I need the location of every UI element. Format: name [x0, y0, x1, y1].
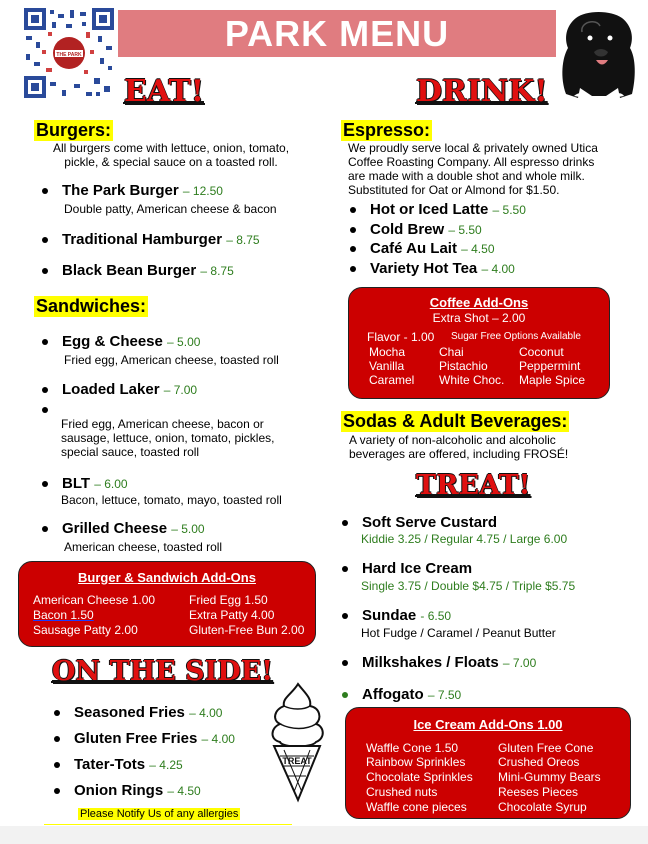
- dog-logo-icon: [556, 8, 640, 104]
- addons-title: Burger & Sandwich Add-Ons: [78, 570, 256, 585]
- sugar-free-note: Sugar Free Options Available: [451, 331, 581, 342]
- flavor-item: Vanilla: [369, 359, 405, 373]
- addon-item: Chocolate Syrup: [498, 800, 587, 814]
- menu-item: Gluten Free Fries – 4.00: [54, 730, 235, 747]
- addon-item: Extra Patty 4.00: [189, 608, 275, 622]
- empty-bullet: [42, 407, 48, 413]
- menu-item: Sundae - 6.50: [342, 607, 451, 624]
- menu-item: Grilled Cheese – 5.00: [42, 520, 205, 537]
- drink-heading: DRINK!: [416, 74, 548, 109]
- menu-item-desc: Bacon, lettuce, tomato, mayo, toasted roll: [61, 493, 282, 507]
- coffee-addons-box: [348, 287, 610, 399]
- addon-item: Waffle cone pieces: [366, 800, 467, 814]
- addon-item: Waffle Cone 1.50: [366, 741, 459, 755]
- menu-item: Egg & Cheese – 5.00: [42, 333, 200, 350]
- side-heading: ON THE SIDE!: [52, 656, 274, 687]
- menu-item: BLT – 6.00: [42, 475, 128, 492]
- menu-item: Variety Hot Tea – 4.00: [350, 260, 515, 277]
- menu-item-desc: Double patty, American cheese & bacon: [64, 202, 277, 216]
- addon-item: Mini-Gummy Bears: [498, 770, 601, 784]
- menu-item-desc: Fried egg, American cheese, toasted roll: [64, 353, 279, 367]
- extra-shot: Extra Shot – 2.00: [432, 311, 526, 325]
- menu-item: Milkshakes / Floats – 7.00: [342, 654, 536, 671]
- menu-item: Tater-Tots – 4.25: [54, 756, 183, 773]
- sodas-heading: Sodas & Adult Beverages:: [343, 411, 568, 431]
- menu-item-desc: Kiddie 3.25 / Regular 4.75 / Large 6.00: [361, 532, 568, 546]
- page-title: PARK MENU: [224, 12, 450, 54]
- flavor-label: Flavor - 1.00: [367, 330, 435, 344]
- allergy-underline: [44, 824, 292, 825]
- addon-item: Crushed nuts: [366, 785, 438, 799]
- menu-item: Hard Ice Cream: [342, 560, 472, 577]
- ice-cream-cone-icon: [262, 680, 332, 804]
- addon-item: Chocolate Sprinkles: [366, 770, 473, 784]
- addon-item: Crushed Oreos: [498, 755, 580, 769]
- menu-item: Traditional Hamburger – 8.75: [42, 231, 260, 248]
- addon-item: Reeses Pieces: [498, 785, 579, 799]
- espresso-note: We proudly serve local & privately owned Utica Coffee Roasting Company. All espresso drinks are made with a double shot and whole milk. Substituted for Oat or Almond for $1.50.: [348, 141, 598, 197]
- menu-item: Onion Rings – 4.50: [54, 782, 201, 799]
- addon-item: Gluten-Free Bun 2.00: [189, 623, 305, 637]
- flavor-item: Pistachio: [439, 359, 488, 373]
- svg-text:THE PARK: THE PARK: [56, 52, 82, 58]
- title-banner: [118, 10, 556, 57]
- addon-item: Bacon 1.50: [33, 608, 94, 622]
- icecream-addons-box: [345, 707, 631, 819]
- addon-item: American Cheese 1.00: [33, 593, 156, 607]
- menu-item: Cold Brew – 5.50: [350, 221, 482, 238]
- menu-item-desc: American cheese, toasted roll: [64, 540, 223, 554]
- menu-item: Soft Serve Custard: [342, 514, 497, 531]
- flavor-item: White Choc.: [439, 373, 505, 387]
- burgers-note: All burgers come with lettuce, onion, tomato, pickle, & special sauce on a toasted roll.: [52, 141, 290, 169]
- menu-item: Hot or Iced Latte – 5.50: [350, 201, 526, 218]
- menu-item: The Park Burger – 12.50: [42, 182, 223, 199]
- addon-item: Sausage Patty 2.00: [33, 623, 138, 637]
- menu-item: Affogato – 7.50: [342, 686, 461, 703]
- flavor-item: Peppermint: [519, 359, 581, 373]
- flavor-item: Caramel: [369, 373, 415, 387]
- menu-item: Seasoned Fries – 4.00: [54, 704, 222, 721]
- sandwich-addons-box: [18, 561, 316, 647]
- addons-title: Coffee Add-Ons: [429, 295, 529, 310]
- addon-item: Fried Egg 1.50: [189, 593, 268, 607]
- espresso-heading: Espresso:: [343, 120, 431, 140]
- qr-code-icon: [22, 6, 116, 100]
- cone-label: TREAT: [282, 756, 312, 766]
- flavor-item: Chai: [439, 345, 464, 359]
- sodas-note: A variety of non-alcoholic and alcoholic beverages are offered, including FROSÉ!: [349, 433, 569, 461]
- flavor-item: Mocha: [369, 345, 406, 359]
- menu-item-desc: Single 3.75 / Double $4.75 / Triple $5.75: [361, 579, 576, 593]
- sandwiches-heading: Sandwiches:: [36, 296, 147, 316]
- flavor-item: Maple Spice: [519, 373, 586, 387]
- allergy-note: Please Notify Us of any allergies: [80, 808, 239, 820]
- menu-item-desc: Fried egg, American cheese, bacon or sausage, lettuce, onion, tomato, pickles, special sauce, toasted roll: [61, 417, 275, 459]
- menu-item: Loaded Laker – 7.00: [42, 381, 197, 398]
- menu-item: Café Au Lait – 4.50: [350, 240, 495, 257]
- addon-item: Rainbow Sprinkles: [366, 755, 466, 769]
- treat-heading: TREAT!: [416, 470, 531, 501]
- eat-heading: EAT!: [124, 74, 204, 109]
- flavor-item: Coconut: [519, 345, 564, 359]
- burgers-heading: Burgers:: [36, 120, 112, 140]
- menu-item: Black Bean Burger – 8.75: [42, 262, 234, 279]
- addon-item: Gluten Free Cone: [498, 741, 594, 755]
- menu-item-desc: Hot Fudge / Caramel / Peanut Butter: [361, 626, 556, 640]
- addons-title: Ice Cream Add-Ons 1.00: [413, 717, 563, 732]
- page-footer-strip: [0, 826, 648, 844]
